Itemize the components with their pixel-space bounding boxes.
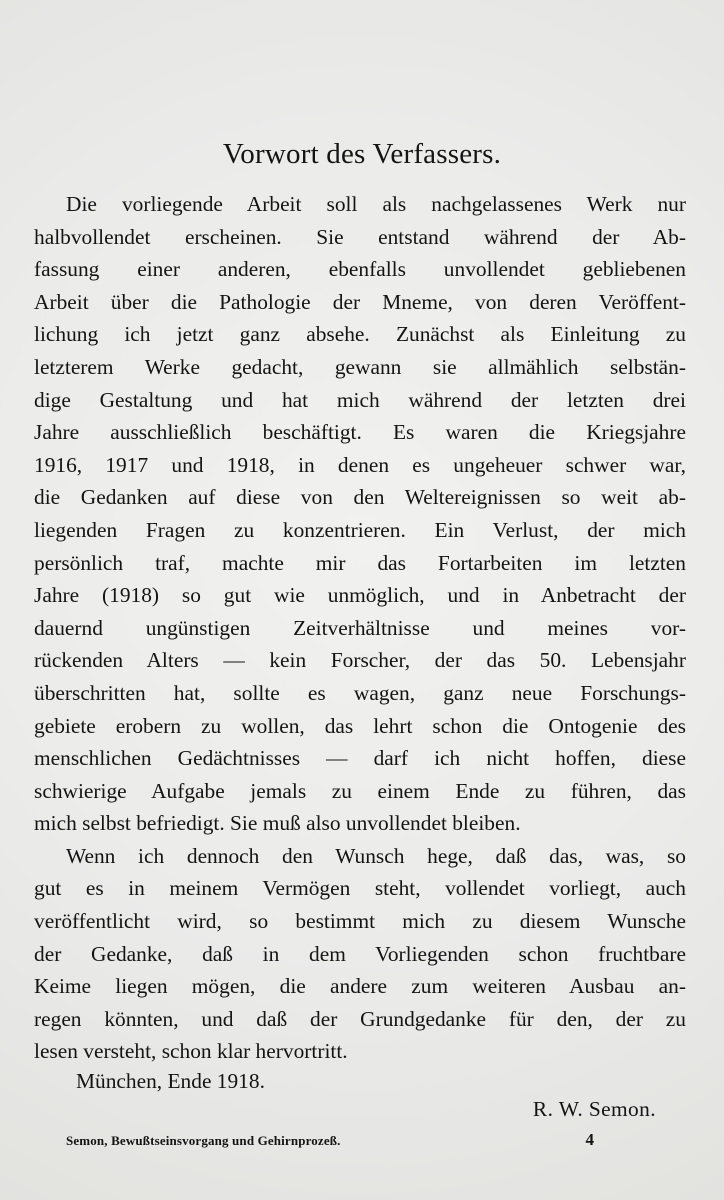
text-line: die Gedanken auf diese von den Weltereignissen so weit ab-: [34, 485, 686, 510]
page-number: 4: [585, 1130, 594, 1149]
text-line: halbvollendet erscheinen. Sie entstand während der Ab-: [34, 224, 686, 249]
text-line: 1916, 1917 und 1918, in denen es ungeheuer schwer war,: [34, 452, 686, 477]
text-line: lesen versteht, schon klar hervortritt.: [34, 1039, 348, 1064]
text-line: der Gedanke, daß in dem Vorliegenden schon fruchtbare: [34, 941, 686, 966]
text-line: fassung einer anderen, ebenfalls unvollendet gebliebenen: [34, 257, 686, 282]
text-line: Die vorliegende Arbeit soll als nachgelassenes Werk nur: [66, 192, 686, 216]
preface-body: [34, 188, 686, 1068]
author-signature: R. W. Semon.: [532, 1097, 656, 1121]
text-line: dige Gestaltung und hat mich während der letzten drei: [34, 387, 686, 412]
text-line: menschlichen Gedächtnisses — darf ich nicht hoffen, diese: [34, 746, 686, 771]
text-line: gut es in meinem Vermögen steht, vollendet vorliegt, auch: [34, 876, 686, 901]
page-title: Vorwort des Verfassers.: [222, 138, 502, 170]
text-line: Keime liegen mögen, die andere zum weiteren Ausbau an-: [34, 974, 686, 999]
text-line: veröffentlicht wird, so bestimmt mich zu diesem Wunsche: [34, 909, 686, 934]
text-line: überschritten hat, sollte es wagen, ganz neue Forschungs-: [34, 680, 686, 705]
text-line: mich selbst befriedigt. Sie muß also unvollendet bleiben.: [34, 811, 521, 836]
place-date-line: München, Ende 1918.: [76, 1069, 265, 1093]
text-line: regen könnten, und daß der Grundgedanke für den, der zu: [34, 1006, 686, 1031]
text-line: Jahre (1918) so gut wie unmöglich, und in Anbetracht der: [34, 583, 686, 608]
text-line: schwierige Aufgabe jemals zu einem Ende zu führen, das: [34, 778, 686, 803]
text-line: Wenn ich dennoch den Wunsch hege, daß das, was, so: [66, 843, 686, 868]
text-line: gebiete erobern zu wollen, das lehrt schon die Ontogenie des: [34, 713, 686, 738]
text-line: letzterem Werke gedacht, gewann sie allmählich selbstän-: [34, 354, 686, 379]
text-line: persönlich traf, machte mir das Fortarbeiten im letzten: [34, 550, 686, 575]
running-title: Semon, Bewußtseinsvorgang und Gehirnprozeß.: [66, 1133, 341, 1148]
text-line: lichung ich jetzt ganz absehe. Zunächst als Einleitung zu: [34, 322, 686, 347]
text-line: liegenden Fragen zu konzentrieren. Ein Verlust, der mich: [34, 517, 686, 542]
text-line: rückenden Alters — kein Forscher, der das 50. Lebensjahr: [34, 648, 686, 673]
text-line: Arbeit über die Pathologie der Mneme, von deren Veröffent-: [34, 289, 686, 314]
text-line: Jahre ausschließlich beschäftigt. Es waren die Kriegsjahre: [34, 420, 686, 445]
text-line: dauernd ungünstigen Zeitverhältnisse und meines vor-: [34, 615, 686, 640]
